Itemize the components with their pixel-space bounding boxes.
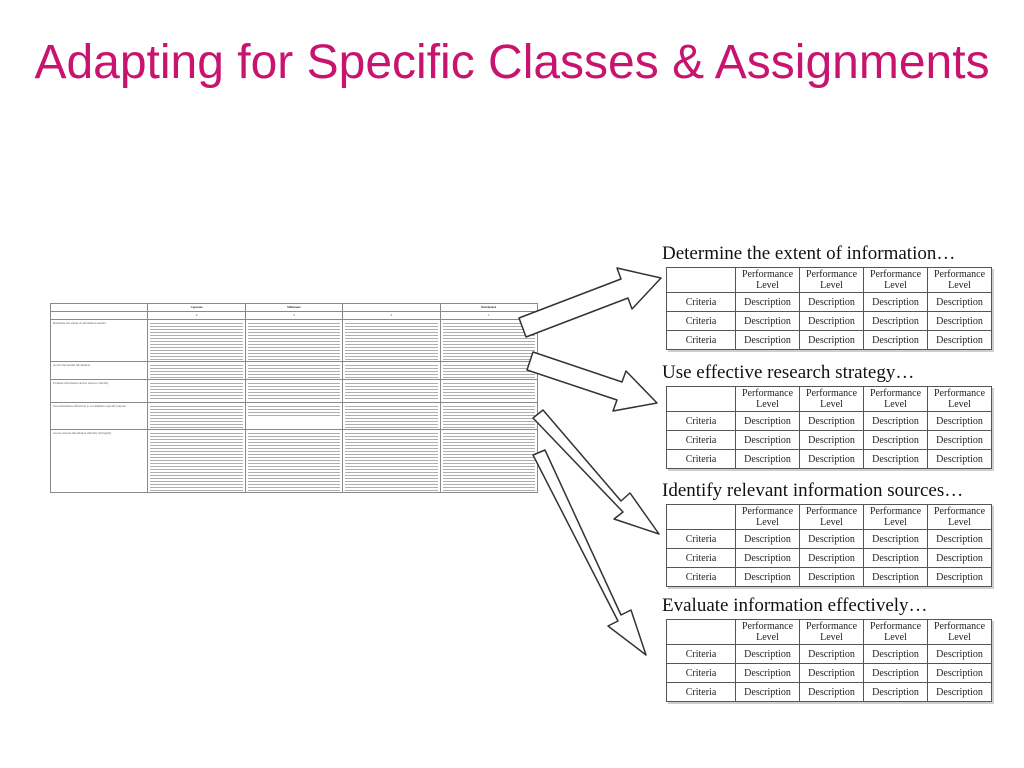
- description-cell: Description: [800, 450, 864, 469]
- criteria-cell: Criteria: [667, 530, 736, 549]
- criteria-cell: Criteria: [667, 412, 736, 431]
- rubric-header-row: [51, 304, 538, 312]
- description-cell: Description: [928, 312, 992, 331]
- description-cell: Description: [800, 530, 864, 549]
- grid-header-cell: Performance Level: [736, 268, 800, 293]
- grid-header-row: [667, 505, 992, 530]
- arrow-to-panel-1: [519, 268, 661, 337]
- rubric-subheader-row: [51, 312, 538, 319]
- grid-row: [667, 568, 992, 587]
- description-cell: Description: [800, 412, 864, 431]
- performance-grid: [666, 386, 992, 469]
- rubric-criterion: Use information effectively to accomplish a specific purpose: [51, 402, 148, 429]
- rubric-cell: [343, 379, 440, 402]
- rubric-cell: [148, 379, 245, 402]
- panel-relevant-sources: [662, 480, 992, 587]
- panel-title: Evaluate information effectively…: [662, 595, 928, 616]
- description-cell: Description: [864, 412, 928, 431]
- description-cell: Description: [864, 683, 928, 702]
- description-cell: Description: [864, 549, 928, 568]
- description-cell: Description: [928, 431, 992, 450]
- grid-header-cell: [667, 620, 736, 645]
- rubric-cell: [440, 402, 537, 429]
- description-cell: Description: [800, 568, 864, 587]
- rubric-table: [50, 303, 538, 493]
- rubric-cell: [148, 361, 245, 379]
- rubric-row: [51, 361, 538, 379]
- description-cell: Description: [928, 568, 992, 587]
- arrow-to-panel-2: [527, 352, 657, 411]
- rubric-row: [51, 402, 538, 429]
- performance-grid: [666, 267, 992, 350]
- grid-header-cell: Performance Level: [864, 387, 928, 412]
- description-cell: Description: [800, 431, 864, 450]
- criteria-cell: Criteria: [667, 568, 736, 587]
- description-cell: Description: [928, 664, 992, 683]
- rubric-criterion: Access the needed information: [51, 361, 148, 379]
- slide-title: Adapting for Specific Classes & Assignments: [34, 36, 990, 89]
- description-cell: Description: [800, 293, 864, 312]
- description-cell: Description: [928, 683, 992, 702]
- rubric-subheader: 4: [148, 312, 245, 319]
- grid-row: [667, 431, 992, 450]
- description-cell: Description: [736, 683, 800, 702]
- rubric-cell: [245, 361, 342, 379]
- panel-title: Identify relevant information sources…: [662, 480, 964, 501]
- description-cell: Description: [928, 412, 992, 431]
- description-cell: Description: [928, 293, 992, 312]
- rubric-criterion: Evaluate information and its sources critically: [51, 379, 148, 402]
- performance-grid: [666, 619, 992, 702]
- grid-header-cell: Performance Level: [928, 620, 992, 645]
- grid-header-row: [667, 268, 992, 293]
- panel-research-strategy: [662, 362, 992, 469]
- grid-header-cell: [667, 268, 736, 293]
- rubric-cell: [148, 402, 245, 429]
- grid-row: [667, 412, 992, 431]
- rubric-criterion: Determine the extent of information needed: [51, 319, 148, 361]
- description-cell: Description: [736, 293, 800, 312]
- grid-row: [667, 312, 992, 331]
- rubric-cell: [440, 379, 537, 402]
- performance-grid: [666, 504, 992, 587]
- rubric-cell: [343, 361, 440, 379]
- rubric-cell: [343, 429, 440, 492]
- rubric-cell: [148, 319, 245, 361]
- rubric-cell: [343, 319, 440, 361]
- grid-header-cell: Performance Level: [800, 268, 864, 293]
- description-cell: Description: [864, 450, 928, 469]
- rubric-cell: [245, 379, 342, 402]
- rubric-subheader: 1: [440, 312, 537, 319]
- panel-determine-extent: [662, 243, 992, 350]
- description-cell: Description: [736, 549, 800, 568]
- description-cell: Description: [864, 568, 928, 587]
- grid-row: [667, 645, 992, 664]
- description-cell: Description: [736, 530, 800, 549]
- description-cell: Description: [800, 664, 864, 683]
- rubric-cell: [245, 402, 342, 429]
- rubric-row: [51, 379, 538, 402]
- grid-header-cell: Performance Level: [864, 268, 928, 293]
- grid-row: [667, 293, 992, 312]
- grid-header-cell: Performance Level: [928, 387, 992, 412]
- description-cell: Description: [928, 645, 992, 664]
- description-cell: Description: [736, 568, 800, 587]
- description-cell: Description: [736, 450, 800, 469]
- rubric-subheader: 2: [343, 312, 440, 319]
- rubric-subheader: 3: [245, 312, 342, 319]
- grid-row: [667, 450, 992, 469]
- description-cell: Description: [864, 312, 928, 331]
- rubric-cell: [245, 319, 342, 361]
- grid-header-cell: Performance Level: [736, 620, 800, 645]
- description-cell: Description: [800, 331, 864, 350]
- description-cell: Description: [928, 549, 992, 568]
- grid-header-cell: Performance Level: [928, 505, 992, 530]
- description-cell: Description: [736, 412, 800, 431]
- description-cell: Description: [800, 683, 864, 702]
- grid-row: [667, 683, 992, 702]
- rubric-header: Milestones: [245, 304, 342, 312]
- description-cell: Description: [864, 530, 928, 549]
- description-cell: Description: [864, 331, 928, 350]
- criteria-cell: Criteria: [667, 331, 736, 350]
- rubric-row: [51, 429, 538, 492]
- description-cell: Description: [864, 645, 928, 664]
- description-cell: Description: [928, 530, 992, 549]
- rubric-cell: [343, 402, 440, 429]
- rubric-subheader: [51, 312, 148, 319]
- panel-title: Determine the extent of information…: [662, 243, 956, 264]
- description-cell: Description: [864, 431, 928, 450]
- description-cell: Description: [928, 450, 992, 469]
- grid-header-cell: Performance Level: [800, 387, 864, 412]
- criteria-cell: Criteria: [667, 293, 736, 312]
- description-cell: Description: [800, 645, 864, 664]
- rubric-cell: [148, 429, 245, 492]
- criteria-cell: Criteria: [667, 549, 736, 568]
- description-cell: Description: [736, 312, 800, 331]
- rubric-header: [51, 304, 148, 312]
- panel-evaluate-information: [662, 595, 992, 702]
- description-cell: Description: [736, 645, 800, 664]
- criteria-cell: Criteria: [667, 312, 736, 331]
- rubric-cell: [245, 429, 342, 492]
- rubric-header: Benchmark: [440, 304, 537, 312]
- criteria-cell: Criteria: [667, 683, 736, 702]
- grid-header-cell: Performance Level: [736, 505, 800, 530]
- criteria-cell: Criteria: [667, 664, 736, 683]
- grid-header-row: [667, 620, 992, 645]
- rubric-row: [51, 319, 538, 361]
- grid-header-cell: Performance Level: [928, 268, 992, 293]
- description-cell: Description: [864, 293, 928, 312]
- grid-row: [667, 530, 992, 549]
- description-cell: Description: [736, 664, 800, 683]
- rubric-header: Capstone: [148, 304, 245, 312]
- rubric-cell: [440, 361, 537, 379]
- criteria-cell: Criteria: [667, 431, 736, 450]
- panel-title: Use effective research strategy…: [662, 362, 915, 383]
- rubric-criterion: Access and use information ethically and legally: [51, 429, 148, 492]
- rubric-thumbnail: [50, 303, 538, 493]
- criteria-cell: Criteria: [667, 645, 736, 664]
- arrow-to-panel-3: [533, 410, 659, 534]
- description-cell: Description: [736, 431, 800, 450]
- rubric-cell: [440, 429, 537, 492]
- description-cell: Description: [736, 331, 800, 350]
- rubric-cell: [440, 319, 537, 361]
- description-cell: Description: [800, 549, 864, 568]
- grid-row: [667, 664, 992, 683]
- grid-header-cell: [667, 505, 736, 530]
- grid-header-cell: Performance Level: [800, 505, 864, 530]
- grid-row: [667, 549, 992, 568]
- description-cell: Description: [864, 664, 928, 683]
- grid-header-row: [667, 387, 992, 412]
- description-cell: Description: [800, 312, 864, 331]
- criteria-cell: Criteria: [667, 450, 736, 469]
- rubric-header: [343, 304, 440, 312]
- grid-header-cell: [667, 387, 736, 412]
- grid-header-cell: Performance Level: [736, 387, 800, 412]
- description-cell: Description: [928, 331, 992, 350]
- grid-header-cell: Performance Level: [800, 620, 864, 645]
- grid-header-cell: Performance Level: [864, 620, 928, 645]
- grid-header-cell: Performance Level: [864, 505, 928, 530]
- arrow-to-panel-4: [533, 450, 646, 655]
- grid-row: [667, 331, 992, 350]
